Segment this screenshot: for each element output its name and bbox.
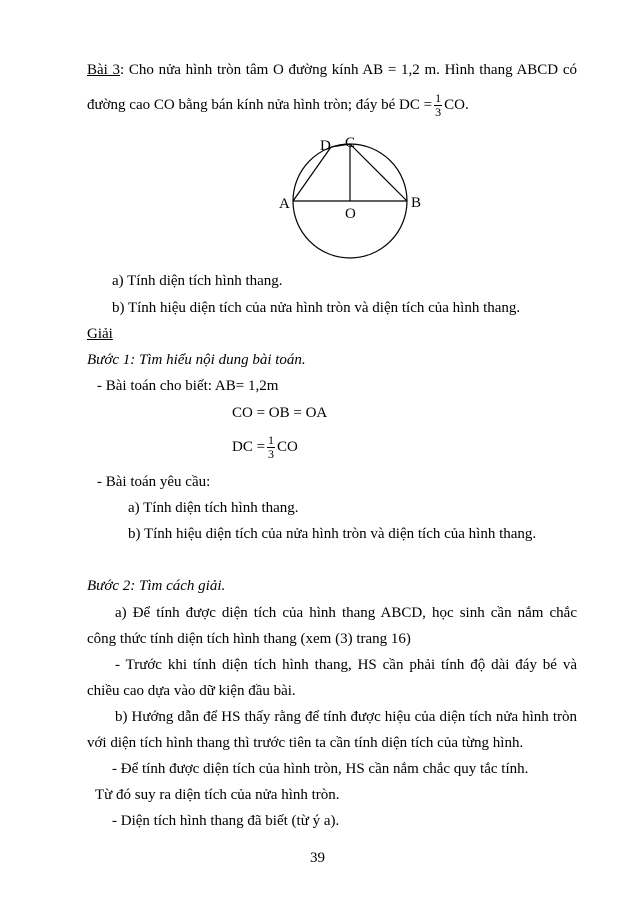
- label-a: A: [279, 196, 290, 212]
- problem-line-2-text: đường cao CO bằng bán kính nửa hình tròn; đáy bé DC =: [87, 96, 433, 113]
- step2-title: Bước 2: Tìm cách giải.: [87, 578, 226, 594]
- side-ad: [293, 147, 331, 201]
- eq2-right: CO: [277, 438, 298, 455]
- semicircle-trapezoid-figure: [270, 133, 430, 273]
- step1-asks-intro: - Bài toán yêu cầu:: [97, 474, 211, 490]
- step2-p3-line2: với diện tích hình thang thì trước tiên ta cần tính diện tích của từng hình.: [87, 735, 524, 751]
- label-o: O: [345, 206, 356, 222]
- step2-p1-line2: công thức tính diện tích hình thang (xem (3) trang 16): [87, 631, 411, 647]
- eq2-fraction: [267, 434, 275, 461]
- solution-heading: Giải: [87, 326, 113, 342]
- problem-line-1: [87, 61, 577, 79]
- step1-title: Bước 1: Tìm hiểu nội dung bài toán.: [87, 352, 306, 368]
- label-c: C: [345, 135, 356, 151]
- fraction-one-third: [434, 92, 442, 119]
- step1-equation-2: [232, 434, 298, 461]
- problem-task-b: b) Tính hiệu diện tích của nửa hình tròn và diện tích của hình thang.: [112, 300, 521, 316]
- side-cb: [350, 144, 407, 201]
- step1-ask-a: a) Tính diện tích hình thang.: [128, 500, 299, 516]
- eq2-denominator: 3: [268, 447, 275, 461]
- step1-given-intro: - Bài toán cho biết: AB= 1,2m: [97, 378, 279, 394]
- label-b: B: [411, 195, 422, 211]
- problem-line-1-text: : Cho nửa hình tròn tâm O đường kính AB = 1,2 m. Hình thang ABCD có: [120, 62, 577, 78]
- step2-p4: - Để tính được diện tích của hình tròn, HS cần nắm chắc quy tắc tính.: [112, 761, 529, 777]
- step2-p2-line2: chiều cao dựa vào dữ kiện đầu bài.: [87, 683, 296, 699]
- step2-p5: Từ đó suy ra diện tích của nửa hình tròn.: [95, 787, 340, 803]
- eq2-numerator: 1: [268, 433, 275, 447]
- step1-ask-b: b) Tính hiệu diện tích của nửa hình tròn và diện tích của hình thang.: [128, 526, 537, 542]
- fraction-numerator: 1: [435, 91, 442, 105]
- step2-p3-line1: b) Hướng dẫn để HS thấy rằng để tính được hiệu của diện tích nửa hình tròn: [115, 709, 577, 725]
- step2-p2-line1: - Trước khi tính diện tích hình thang, HS cần phải tính độ dài đáy bé và: [115, 657, 577, 673]
- step2-p1-line1: a) Để tính được diện tích của hình thang ABCD, học sinh cần nắm chắc: [115, 605, 577, 621]
- problem-line-2: [87, 92, 469, 119]
- fraction-denominator: 3: [435, 105, 442, 119]
- page-number: 39: [310, 850, 325, 866]
- step2-p6: - Diện tích hình thang đã biết (từ ý a).: [112, 813, 340, 829]
- eq2-left: DC =: [232, 438, 266, 455]
- label-d: D: [320, 138, 331, 154]
- problem-task-a: a) Tính diện tích hình thang.: [112, 273, 283, 289]
- problem-label: Bài 3: [87, 62, 121, 78]
- problem-line-2-end: CO.: [444, 96, 469, 113]
- step1-equation-1: CO = OB = OA: [232, 405, 328, 421]
